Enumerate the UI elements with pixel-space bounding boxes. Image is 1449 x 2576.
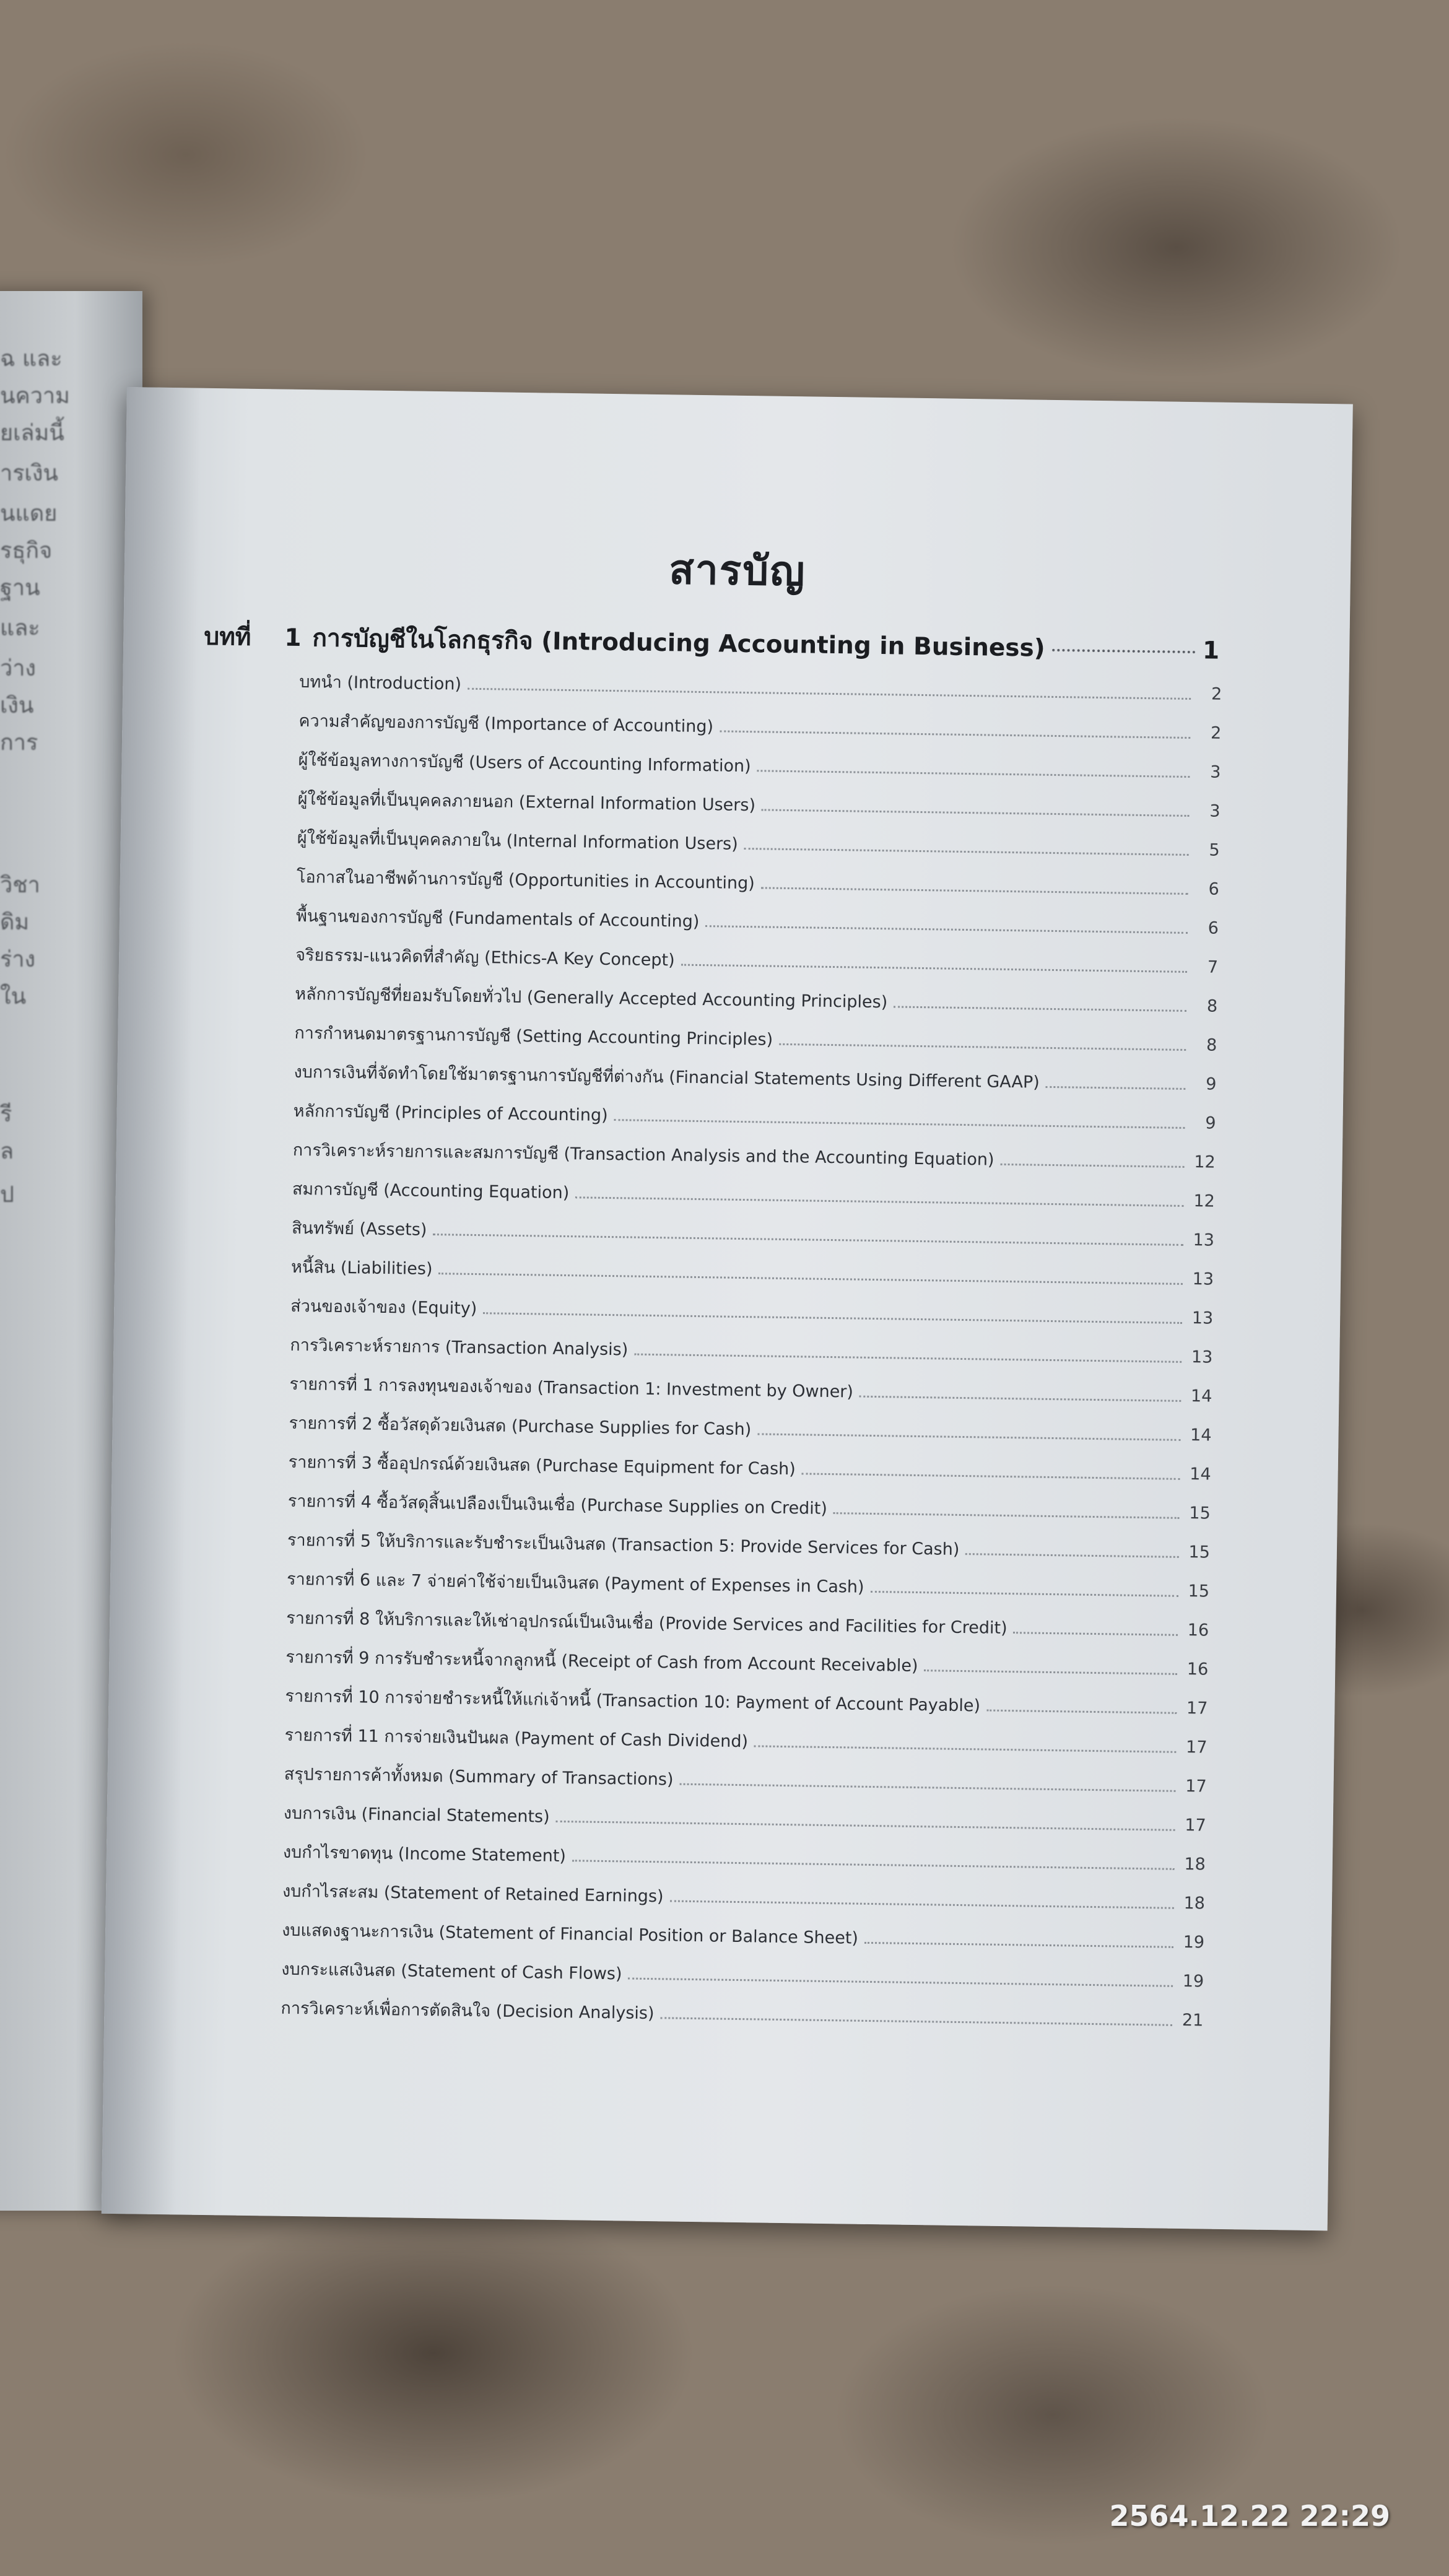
- dot-leader: [572, 1860, 1175, 1870]
- toc-entry-text: รายการที่ 11 การจ่ายเงินปันผล (Payment of Cash Dividend): [284, 1725, 749, 1752]
- toc-entry-text: สมการบัญชี (Accounting Equation): [292, 1179, 570, 1203]
- toc-entry-page: 14: [1190, 1464, 1211, 1484]
- toc-entry-page: 7: [1207, 957, 1219, 977]
- toc-entry-text: งบการเงิน (Financial Statements): [283, 1803, 550, 1827]
- left-page-text-fragment: ดิม: [0, 910, 30, 935]
- chapter-page: 1: [1202, 637, 1220, 665]
- toc-entry-page: 8: [1206, 1035, 1217, 1055]
- dot-leader: [468, 688, 1191, 700]
- dot-leader: [833, 1512, 1180, 1519]
- toc-entry-text: งบการเงินที่จัดทำโดยใช้มาตรฐานการบัญชีที่ต่างกัน (Financial Statements Using Different GAAP): [294, 1062, 1040, 1092]
- toc-entry-page: 14: [1190, 1425, 1212, 1445]
- dot-leader: [924, 1669, 1177, 1675]
- toc-entry-text: สินทรัพย์ (Assets): [291, 1218, 427, 1240]
- toc-entry-page: 9: [1205, 1113, 1216, 1133]
- dot-leader: [433, 1234, 1183, 1246]
- toc-entry-text: รายการที่ 8 ให้บริการและให้เช่าอุปกรณ์เป็นเงินเชื่อ (Provide Services and Facilities for Credit): [286, 1608, 1007, 1638]
- chapter-number: 1: [284, 624, 302, 652]
- toc-entry-page: 6: [1208, 879, 1220, 899]
- left-page-text-fragment: นความ: [0, 383, 70, 409]
- dot-leader: [556, 1821, 1175, 1831]
- dot-leader: [679, 1783, 1175, 1792]
- dot-leader: [744, 848, 1189, 856]
- toc-entry-text: หลักการบัญชี (Principles of Accounting): [293, 1101, 608, 1125]
- toc-entry-page: 19: [1183, 1933, 1205, 1952]
- toc-entry-text: รายการที่ 3 ซื้ออุปกรณ์ด้วยเงินสด (Purchase Equipment for Cash): [288, 1452, 796, 1479]
- toc-entry-page: 12: [1194, 1152, 1216, 1172]
- left-page-text-fragment: รี: [0, 1102, 12, 1127]
- toc-entry-page: 18: [1184, 1855, 1206, 1874]
- dot-leader: [681, 964, 1187, 973]
- toc-entry-page: 15: [1188, 1582, 1210, 1601]
- toc-entry-page: 19: [1182, 1972, 1204, 1991]
- dot-leader: [720, 730, 1190, 739]
- toc-entry-text: รายการที่ 4 ซื้อวัสดุสิ้นเปลืองเป็นเงินเชื่อ (Purchase Supplies on Credit): [287, 1491, 828, 1518]
- toc-entry-text: การวิเคราะห์เพื่อการตัดสินใจ (Decision Analysis): [281, 1998, 655, 2024]
- left-page-text-fragment: ร่าง: [0, 947, 36, 972]
- toc-entry-page: 3: [1209, 801, 1221, 821]
- toc-entry-text: สรุปรายการค้าทั้งหมด (Summary of Transactions): [284, 1764, 674, 1790]
- dot-leader: [802, 1473, 1180, 1480]
- left-page-text-fragment: วิชา: [0, 872, 40, 898]
- toc-entry-page: 13: [1193, 1230, 1215, 1250]
- dot-leader: [779, 1043, 1186, 1051]
- chapter-label: บทที่: [204, 622, 251, 651]
- toc-entry-page: 12: [1193, 1191, 1216, 1211]
- toc-entry-page: 2: [1211, 684, 1222, 704]
- dot-leader: [757, 1433, 1180, 1441]
- dot-leader: [660, 2017, 1172, 2026]
- toc-entry-page: 17: [1185, 1777, 1207, 1796]
- dot-leader: [483, 1312, 1182, 1324]
- toc-entry-text: รายการที่ 1 การลงทุนของเจ้าของ (Transaction 1: Investment by Owner): [289, 1374, 854, 1402]
- toc-entry-page: 9: [1206, 1074, 1217, 1094]
- toc-entry-text: จริยธรรม-แนวคิดที่สำคัญ (Ethics-A Key Concept): [295, 945, 675, 970]
- chapter-heading: [204, 617, 1220, 670]
- toc-entry-text: โอกาสในอาชีพด้านการบัญชี (Opportunities in Accounting): [296, 867, 755, 894]
- toc-entry-page: 16: [1187, 1621, 1209, 1640]
- toc-entry-text: การกำหนดมาตรฐานการบัญชี (Setting Accounting Principles): [294, 1023, 773, 1050]
- dot-leader: [965, 1553, 1179, 1558]
- toc-entry-page: 17: [1185, 1816, 1206, 1835]
- toc-entries: [281, 662, 1222, 2040]
- left-page-text-fragment: ป: [0, 1182, 14, 1208]
- left-page-text-fragment: รธุกิจ: [0, 538, 53, 564]
- left-page-text-fragment: ใน: [0, 984, 27, 1009]
- toc-entry-text: ผู้ใช้ข้อมูลทางการบัญชี (Users of Accounting Information): [298, 750, 751, 777]
- dot-leader: [705, 925, 1188, 934]
- toc-entry-text: งบกำไรขาดทุน (Income Statement): [282, 1842, 567, 1866]
- toc-entry-text: พื้นฐานของการบัญชี (Fundamentals of Accounting): [295, 906, 700, 931]
- toc-entry-text: บทนำ (Introduction): [299, 672, 462, 694]
- dot-leader: [575, 1196, 1184, 1207]
- dot-leader: [870, 1591, 1178, 1597]
- dot-leader: [986, 1710, 1177, 1714]
- dot-leader: [669, 1900, 1173, 1908]
- toc-entry-text: การวิเคราะห์รายการ (Transaction Analysis): [290, 1335, 629, 1360]
- toc-entry-page: 3: [1210, 762, 1221, 782]
- toc-entry-text: งบแสดงฐานะการเงิน (Statement of Financial Position or Balance Sheet): [282, 1920, 859, 1948]
- toc-entry-page: 8: [1206, 996, 1218, 1016]
- dot-leader: [864, 1942, 1173, 1948]
- left-page-text-fragment: เงิน: [0, 693, 34, 718]
- dot-leader: [1046, 1086, 1186, 1090]
- dot-leader: [859, 1396, 1181, 1402]
- left-page-text-fragment: และ: [0, 616, 40, 641]
- dot-leader: [1000, 1164, 1184, 1168]
- toc-entry-page: 16: [1186, 1660, 1209, 1679]
- dot-leader: [894, 1006, 1186, 1012]
- left-page-text-fragment: ล: [0, 1139, 14, 1164]
- toc-entry-page: 13: [1192, 1269, 1214, 1289]
- toc-entry-text: ความสำคัญของการบัญชี (Importance of Accounting): [298, 711, 714, 737]
- left-page-text-fragment: ยเล่มนี้: [0, 420, 64, 446]
- toc-entry-text: รายการที่ 9 การรับชำระหนี้จากลูกหนี้ (Receipt of Cash from Account Receivable): [285, 1647, 918, 1676]
- dot-leader: [628, 1978, 1173, 1987]
- toc-entry-text: ผู้ใช้ข้อมูลที่เป็นบุคคลภายใน (Internal Information Users): [297, 828, 738, 854]
- toc-entry-text: การวิเคราะห์รายการและสมการบัญชี (Transaction Analysis and the Accounting Equation): [292, 1140, 994, 1170]
- dot-leader: [762, 809, 1190, 817]
- toc-entry-text: รายการที่ 10 การจ่ายชำระหนี้ให้แก่เจ้าหนี้ (Transaction 10: Payment of Account Payable): [285, 1686, 981, 1716]
- chapter-title: การบัญชีในโลกธุรกิจ (Introducing Accounting in Business): [312, 624, 1045, 663]
- left-page-text-fragment: ฉ และ: [0, 346, 63, 372]
- toc-entry-page: 13: [1191, 1308, 1214, 1328]
- toc-entry-page: 15: [1188, 1543, 1211, 1562]
- dot-leader: [1053, 649, 1196, 653]
- left-page-text-fragment: ว่าง: [0, 656, 37, 681]
- dot-leader: [1013, 1632, 1178, 1636]
- toc-entry-text: งบกำไรสะสม (Statement of Retained Earnings): [282, 1881, 664, 1907]
- toc-entry-page: 17: [1185, 1738, 1208, 1757]
- toc-entry-page: 5: [1209, 840, 1220, 860]
- dot-leader: [438, 1273, 1183, 1285]
- toc-entry-text: รายการที่ 6 และ 7 จ่ายค่าใช้จ่ายเป็นเงินสด (Payment of Expenses in Cash): [286, 1569, 864, 1597]
- toc-entry-page: 18: [1183, 1894, 1206, 1913]
- toc-entry-text: รายการที่ 5 ให้บริการและรับชำระเป็นเงินสด (Transaction 5: Provide Services for Cash): [287, 1530, 960, 1559]
- toc-entry-text: งบกระแสเงินสด (Statement of Cash Flows): [281, 1959, 622, 1984]
- toc-entry-page: 6: [1208, 918, 1219, 938]
- toc-entry-text: ผู้ใช้ข้อมูลที่เป็นบุคคลภายนอก (External Information Users): [297, 789, 756, 816]
- dot-leader: [614, 1119, 1185, 1129]
- dot-leader: [634, 1354, 1181, 1363]
- left-page-text-fragment: ารเงิน: [0, 461, 59, 486]
- toc-entry-text: ส่วนของเจ้าของ (Equity): [290, 1296, 477, 1319]
- left-page-text-fragment: นแดย: [0, 501, 58, 526]
- toc-entry-page: 13: [1191, 1347, 1213, 1367]
- left-page-text-fragment: ฐาน: [0, 575, 40, 601]
- toc-entry-page: 15: [1189, 1503, 1211, 1523]
- dot-leader: [757, 770, 1190, 778]
- dot-leader: [754, 1745, 1177, 1753]
- toc-entry-page: 2: [1210, 723, 1222, 743]
- toc-entry-text: หนี้สิน (Liabilities): [290, 1257, 433, 1279]
- toc-entry-page: 14: [1190, 1386, 1212, 1406]
- toc-entry-text: หลักการบัญชีที่ยอมรับโดยทั่วไป (Generally Accepted Accounting Principles): [295, 984, 888, 1012]
- page-title: สารบัญ: [668, 546, 806, 596]
- toc-page: [102, 387, 1353, 2230]
- toc-entry-text: รายการที่ 2 ซื้อวัสดุด้วยเงินสด (Purchase Supplies for Cash): [289, 1413, 752, 1440]
- photo-timestamp: 2564.12.22 22:29: [1109, 2499, 1390, 2533]
- toc-entry-page: 17: [1186, 1699, 1208, 1718]
- dot-leader: [761, 887, 1188, 895]
- toc-entry-page: 21: [1181, 2011, 1204, 2030]
- left-page-text-fragment: การ: [0, 730, 38, 755]
